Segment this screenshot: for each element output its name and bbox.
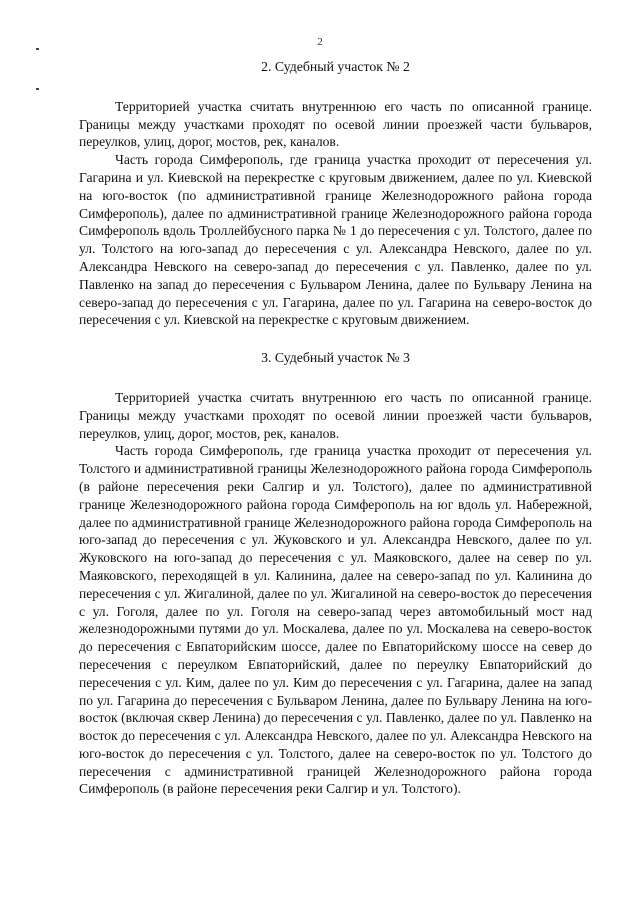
- paragraph: Часть города Симферополь, где граница участка проходит от пересечения ул. Гагарина и ул. Киевской на перекрестке с круговым движением, далее по ул. Киевской на юго-восток (по административной границе Железнодорожного района города Симферополь), далее по административной границе Железнодорожного района города Симферополь вдоль Троллейбусного парка № 1 до пересечения с ул. Толстого, далее по ул. Толстого на юго-запад до пересечения с ул. Александра Невского, далее по ул. Александра Невского на северо-запад до пересечения с ул. Павленко, далее по ул. Павленко на запад до пересечения с Бульваром Ленина, далее по Бульвару Ленина на северо-запад до пересечения с ул. Гагарина, далее по ул. Гагарина на северо-восток до пересечения с ул. Киевской на перекрестке с круговым движением.: [79, 152, 592, 328]
- section-court-district-2: [79, 58, 592, 329]
- scan-mark: [36, 88, 39, 90]
- scan-mark: [36, 48, 39, 50]
- paragraph: Территорией участка считать внутреннюю его часть по описанной границе. Границы между участками проходят по осевой линии проезжей части бульваров, переулков, улиц, дорог, мостов, рек, каналов.: [79, 98, 592, 150]
- section-title: 2. Судебный участок № 2: [261, 59, 410, 74]
- paragraph: Часть города Симферополь, где граница участка проходит от пересечения ул. Толстого и административной границы Железнодорожного района города Симферополь (в районе пересечения реки Салгир и ул. Толстого), далее по административной границе Железнодорожного района города Симферополь на юг вдоль ул. Набережной, далее по административной границе Железнодорожного района города Симферополь на юго-запад до пересечения с ул. Жуковского и ул. Александра Невского, далее по ул. Жуковского на юго-запад до пересечения с ул. Маяковского, далее на север по ул. Маяковского, переходящей в ул. Калинина, далее на северо-запад по ул. Калинина до пересечения с ул. Жигалиной, далее по ул. Жигалиной на северо-восток до пересечения с ул. Гоголя, далее по ул. Гоголя на северо-запад через автомобильный мост над железнодорожными путями до ул. Москалева, далее по ул. Москалева на северо-восток до пересечения с Евпаторийским шоссе, далее по Евпаторийскому шоссе на север до пересечения с переулком Евпаторийский, далее по переулку Евпаторийский до пересечения с ул. Ким, далее по ул. Ким до пересечения с ул. Гагарина, далее на запад по ул. Гагарина до пересечения с Бульваром Ленина, далее по Бульвару Ленина на юго-восток (включая сквер Ленина) до пересечения с ул. Павленко, далее по ул. Павленко на восток до пересечения с ул. Александра Невского, далее по ул. Александра Невского на юго-восток до пересечения с ул. Толстого, далее на северо-восток по ул. Толстого до пересечения с административной границей Железнодорожного района города Симферополь (в районе пересечения реки Салгир и ул. Толстого).: [79, 443, 592, 797]
- paragraph: Территорией участка считать внутреннюю его часть по описанной границе. Границы между участками проходят по осевой линии проезжей части бульваров, переулков, улиц, дорог, мостов, рек, каналов.: [79, 389, 592, 441]
- section-court-district-3: [79, 349, 592, 798]
- page-number: 2: [317, 36, 323, 48]
- document-body: [79, 58, 592, 798]
- section-title: 3. Судебный участок № 3: [261, 350, 410, 366]
